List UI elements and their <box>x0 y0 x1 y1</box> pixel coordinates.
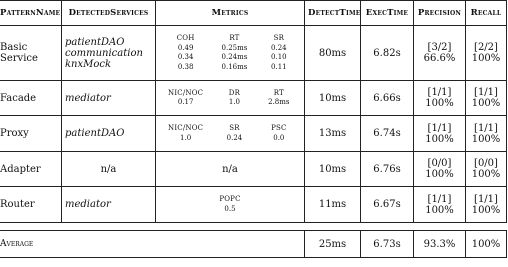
recall-cell <box>466 26 507 81</box>
row-spacer <box>0 223 507 231</box>
metric-value: 1.0 <box>228 98 240 106</box>
pattern-name: Basic Service <box>0 26 62 81</box>
average-exec-time: 6.73s <box>361 231 414 258</box>
metrics-grid <box>159 124 301 143</box>
metric-value: 0.11 <box>271 62 287 71</box>
recall-percent: 100% <box>471 53 501 64</box>
detected-services: n/a <box>62 152 156 187</box>
header-detect-time: DetectTime <box>305 1 361 26</box>
pattern-name: Proxy <box>0 116 62 152</box>
metric-value: 0.5 <box>224 204 236 213</box>
metric-header: RT <box>273 88 284 97</box>
metric-value: 0.17 <box>177 98 194 106</box>
recall-percent: 100% <box>471 204 501 216</box>
recall-percent: 100% <box>471 133 501 145</box>
recall-ratio: [1/1] <box>474 87 498 98</box>
pattern-name: Router <box>0 187 62 223</box>
precision-ratio: [0/0] <box>427 158 452 169</box>
recall-cell <box>466 81 507 116</box>
average-precision: 93.3% <box>414 231 466 258</box>
table-row-adapter <box>0 152 507 187</box>
detect-time: 80ms <box>305 26 361 81</box>
metric-header: SR <box>273 34 285 42</box>
spacer-cell <box>0 223 507 231</box>
precision-percent: 100% <box>425 98 454 109</box>
metrics-cell: n/a <box>156 152 305 187</box>
metric-value: 2.8ms <box>268 98 290 106</box>
precision-ratio: [1/1] <box>427 122 452 134</box>
precision-cell <box>414 26 466 81</box>
metric-header: RT <box>229 34 240 42</box>
metric-value: 0.24 <box>226 133 243 142</box>
header-pattern-name: PatternName <box>0 1 62 26</box>
precision-ratio: [1/1] <box>427 87 452 98</box>
metrics-cell <box>156 187 305 223</box>
metric-value: 0.49 <box>177 43 194 52</box>
header-exec-time: ExecTime <box>361 1 414 26</box>
table-row-average <box>0 231 507 258</box>
metric-header: PSC <box>271 124 287 132</box>
recall-percent: 100% <box>471 98 501 109</box>
precision-percent: 100% <box>425 133 454 145</box>
header-precision: Precision <box>414 1 466 26</box>
detect-time: 10ms <box>305 81 361 116</box>
metric-value: 0.24 <box>271 43 287 52</box>
precision-cell <box>414 152 466 187</box>
metric-value: 0.38 <box>177 62 194 71</box>
average-detect-time: 25ms <box>305 231 361 258</box>
table-row-basic-service <box>0 26 507 81</box>
detect-time: 10ms <box>305 152 361 187</box>
header-metrics: Metrics <box>156 1 305 26</box>
precision-ratio: [3/2] <box>427 42 452 53</box>
metric-value: 0.24ms <box>221 53 248 61</box>
service-name: communication <box>65 47 143 59</box>
metric-value: 0.16ms <box>221 62 248 71</box>
metric-header: NIC/NOC <box>168 124 204 132</box>
detected-services <box>62 26 156 81</box>
metric-header: POPC <box>219 195 241 203</box>
metric-value: 0.10 <box>271 53 287 61</box>
table-row-proxy <box>0 116 507 152</box>
detect-time: 13ms <box>305 116 361 152</box>
header-detected-services: DetectedServices <box>62 1 156 26</box>
precision-cell <box>414 81 466 116</box>
metrics-cell <box>156 81 305 116</box>
exec-time: 6.66s <box>361 81 414 116</box>
metric-value: 0.0 <box>273 133 285 142</box>
precision-percent: 100% <box>425 204 454 216</box>
service-name: mediator <box>65 199 111 210</box>
recall-percent: 100% <box>471 169 501 180</box>
metric-header: COH <box>176 34 195 42</box>
precision-percent: 66.6% <box>423 53 456 64</box>
recall-cell <box>466 116 507 152</box>
metric-header: NIC/NOC <box>168 88 204 97</box>
recall-cell <box>466 187 507 223</box>
metrics-grid <box>159 34 301 72</box>
recall-ratio: [1/1] <box>474 122 498 134</box>
metric-value: 1.0 <box>180 133 192 142</box>
service-name: mediator <box>65 92 111 104</box>
precision-cell <box>414 116 466 152</box>
header-row <box>0 1 507 26</box>
metrics-cell <box>156 26 305 81</box>
table-row-router <box>0 187 507 223</box>
service-name: patientDAO <box>65 36 125 48</box>
precision-percent: 100% <box>425 169 454 180</box>
average-label: Average <box>0 231 305 258</box>
metric-header: SR <box>229 124 240 132</box>
detected-services <box>62 187 156 223</box>
metric-value: 0.25ms <box>221 43 248 52</box>
pattern-name: Facade <box>0 81 62 116</box>
exec-time: 6.82s <box>361 26 414 81</box>
precision-ratio: [1/1] <box>427 193 452 205</box>
recall-ratio: [0/0] <box>474 158 498 169</box>
metrics-cell <box>156 116 305 152</box>
metrics-grid <box>159 195 301 214</box>
pattern-name: Adapter <box>0 152 62 187</box>
exec-time: 6.67s <box>361 187 414 223</box>
precision-cell <box>414 187 466 223</box>
table-row-facade <box>0 81 507 116</box>
service-name: patientDAO <box>65 128 125 139</box>
detected-services <box>62 116 156 152</box>
metric-value: 0.34 <box>177 53 194 61</box>
header-recall: Recall <box>466 1 507 26</box>
detect-time: 11ms <box>305 187 361 223</box>
detected-services <box>62 81 156 116</box>
recall-cell <box>466 152 507 187</box>
service-name: knxMock <box>65 58 112 70</box>
metrics-grid <box>159 89 301 108</box>
average-recall: 100% <box>466 231 507 258</box>
metric-header: DR <box>228 88 241 97</box>
recall-ratio: [2/2] <box>474 42 498 53</box>
exec-time: 6.74s <box>361 116 414 152</box>
exec-time: 6.76s <box>361 152 414 187</box>
recall-ratio: [1/1] <box>474 193 498 205</box>
